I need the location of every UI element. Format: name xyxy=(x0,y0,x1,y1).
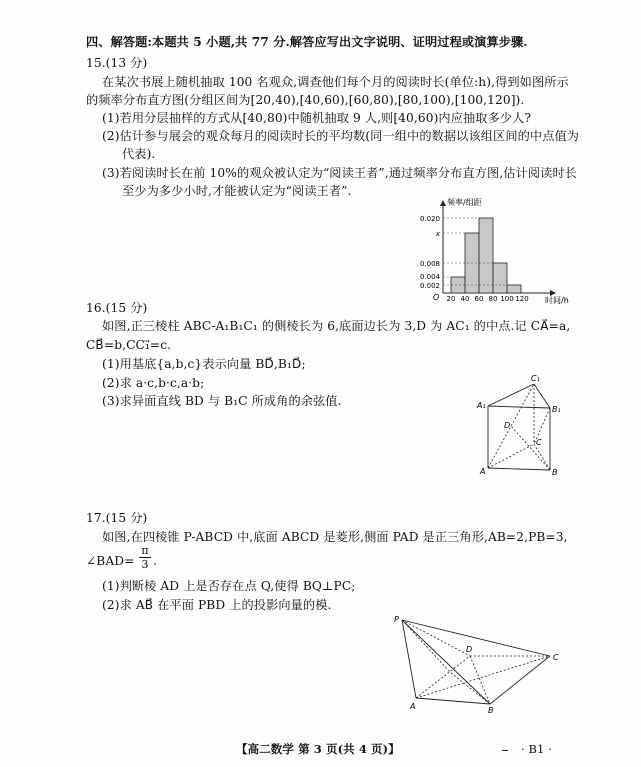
xtick-4: 100 xyxy=(500,295,514,303)
frequency-histogram xyxy=(405,195,570,307)
ytick-1: x xyxy=(435,230,440,238)
pyramid-figure xyxy=(392,612,572,714)
label-B: B xyxy=(552,468,558,476)
ytick-2: 0.008 xyxy=(419,260,440,268)
y-axis-label: 频率/组距 xyxy=(447,198,482,207)
q16-part3: (3)求异面直线 BD 与 B₁C 所成角的余弦值. xyxy=(102,394,342,408)
q15-part3a: (3)若阅读时长在前 10%的观众被认定为“阅读王者”,通过频率分布直方图,估计阅读时长 xyxy=(102,166,578,180)
q16-number: 16.(15 分) xyxy=(86,301,148,315)
footer-dash xyxy=(502,750,508,751)
q16-line2: CB⃗=b,CC₁⃗=c. xyxy=(86,338,172,352)
q17-number: 17.(15 分) xyxy=(86,511,148,525)
q16-part1: (1)用基底{a,b,c}表示向量 BD⃗,B₁D⃗; xyxy=(102,357,306,371)
origin-label: O xyxy=(433,293,440,302)
label-A1: A₁ xyxy=(477,401,486,410)
q15-line2: 的频率分布直方图(分组区间为[20,40),[40,60),[60,80),[80,100),[100,120]). xyxy=(86,93,525,107)
label-B17: B xyxy=(488,706,494,714)
label-A17: A xyxy=(410,702,416,711)
q17-fraction-numerator: π xyxy=(141,544,149,557)
ytick-4: 0.002 xyxy=(419,282,440,290)
q17-fraction xyxy=(139,544,151,571)
xtick-2: 60 xyxy=(474,295,484,303)
xtick-5: 120 xyxy=(515,295,529,303)
q15-part1: (1)若用分层抽样的方式从[40,80)中随机抽取 9 人,则[40,60)内应抽取多少人? xyxy=(102,111,532,125)
bar-20-40 xyxy=(451,277,465,293)
q16-part2: (2)求 a·c,b·c,a·b; xyxy=(102,376,205,390)
q17-line1: 如图,在四棱锥 P-ABCD 中,底面 ABCD 是菱形,侧面 PAD 是正三角形,AB=2,PB=3, xyxy=(102,530,568,544)
label-D: D xyxy=(504,421,511,430)
bar-80-100 xyxy=(493,263,507,293)
q17-part2: (2)求 AB⃗ 在平面 PBD 上的投影向量的模. xyxy=(102,598,332,612)
q15-part3b: 至少为多少小时,才能被认定为“阅读王者”. xyxy=(122,184,352,198)
footer-code: · B1 · xyxy=(521,742,552,756)
xtick-3: 80 xyxy=(488,295,498,303)
label-C: C xyxy=(536,438,542,447)
footer-page-info: 【高二数学 第 3 页(共 4 页)】 xyxy=(236,742,400,756)
q16-line1: 如图,正三棱柱 ABC-A₁B₁C₁ 的侧棱长为 6,底面边长为 3,D 为 AC₁ 的中点.记 CA⃗=a, xyxy=(102,319,571,333)
q17-part1: (1)判断棱 AD 上是否存在点 Q,使得 BQ⊥PC; xyxy=(102,579,356,593)
q17-line2-end: . xyxy=(153,554,157,568)
label-P: P xyxy=(394,615,399,624)
xtick-1: 40 xyxy=(460,295,470,303)
q17-line2-start: ∠BAD= xyxy=(86,554,135,568)
bar-100-120 xyxy=(507,285,521,293)
q15-part2b: 代表). xyxy=(122,147,156,161)
bar-60-80 xyxy=(479,218,493,293)
ytick-3: 0.004 xyxy=(419,273,440,281)
label-A: A xyxy=(480,467,486,476)
q17-fraction-denominator: 3 xyxy=(139,557,151,571)
prism-figure xyxy=(474,372,566,476)
label-B1: B₁ xyxy=(552,405,561,414)
q15-part2a: (2)估计参与展会的观众每月的阅读时长的平均数(同一组中的数据以该组区间的中点值为 xyxy=(102,129,580,143)
label-C1: C₁ xyxy=(531,374,540,383)
label-C17: C xyxy=(553,653,559,662)
ytick-0: 0.020 xyxy=(419,215,440,223)
section-header: 四、解答题:本题共 5 小题,共 77 分.解答应写出文字说明、证明过程或演算步骤. xyxy=(86,35,528,49)
q15-line1: 在某次书展上随机抽取 100 名观众,调查他们每个月的阅读时长(单位:h),得到如图所示 xyxy=(102,75,569,89)
xtick-0: 20 xyxy=(446,295,456,303)
q15-number: 15.(13 分) xyxy=(86,56,148,70)
label-D17: D xyxy=(466,645,473,654)
x-axis-label: 时间/h xyxy=(545,296,569,305)
